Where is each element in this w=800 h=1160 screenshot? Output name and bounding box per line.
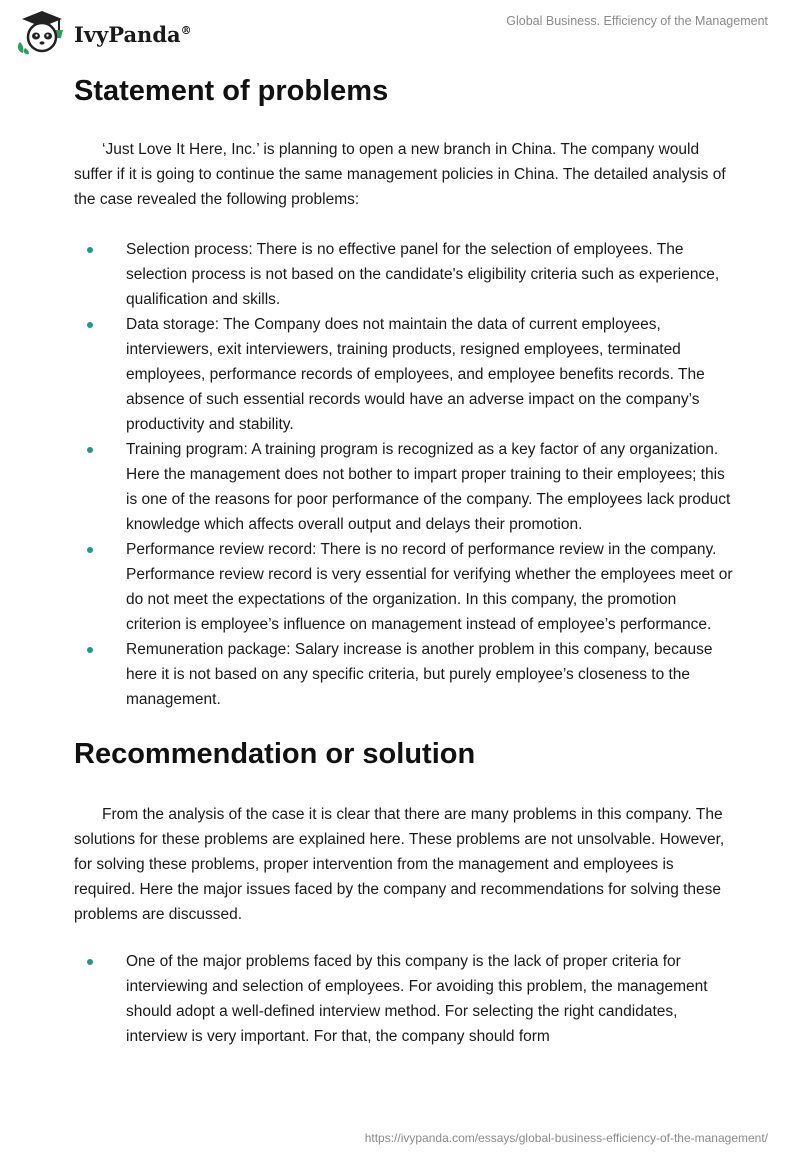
list-item: Remuneration package: Salary increase is another problem in this company, because here it is not based on any specific criteria, but purely employee’s closeness to the management. [74,637,734,712]
bullet-icon [87,959,93,965]
list-item: Data storage: The Company does not maintain the data of current employees, interviewers, exit interviewers, training products, resigned employees, terminated employees, performance records of employees, and employee benefits records. The absence of such essential records would have an adverse impact on the company’s productivity and stability. [74,312,734,437]
brand-name: IvyPanda® [74,21,192,47]
bullet-icon [87,647,93,653]
bullet-icon [87,447,93,453]
bullet-icon [87,247,93,253]
section-intro-paragraph: ‘Just Love It Here, Inc.’ is planning to open a new branch in China. The company would suffer if it is going to continue the same management policies in China. The detailed analysis of the case revealed the following problems: [74,141,726,208]
ivypanda-logo[interactable] [14,8,192,56]
bullet-icon [87,547,93,553]
page-header [0,0,800,60]
source-url-link[interactable]: https://ivypanda.com/essays/global-business-efficiency-of-the-management/ [364,1131,768,1145]
problems-list [74,237,734,712]
section-heading-recommendation: Recommendation or solution [74,738,476,770]
document-title: Global Business. Efficiency of the Management [506,14,768,28]
list-item: Training program: A training program is recognized as a key factor of any organization. Here the management does not bother to impart proper training to their employees; this is one of the reasons for poor performance of the company. The employees lack product knowledge which affects overall output and delays their promotion. [74,437,734,537]
essay-content [74,72,734,1049]
solutions-list [74,949,734,1049]
list-item: Selection process: There is no effective panel for the selection of employees. The selection process is not based on the candidate's eligibility criteria such as experience, qualification and skills. [74,237,734,312]
list-item: Performance review record: There is no record of performance review in the company. Performance review record is very essential for verifying whether the employees meet or do not meet the expectations of the organization. In this company, the promotion criterion is employee’s influence on management instead of employee’s performance. [74,537,734,637]
section-heading-problems: Statement of problems [74,75,389,107]
bullet-icon [87,322,93,328]
panda-logo-icon [14,8,70,56]
list-item: One of the major problems faced by this company is the lack of proper criteria for interviewing and selection of employees. For avoiding this problem, the management should adopt a well-defined interview method. For selecting the right candidates, interview is very important. For that, the company should form [74,949,734,1049]
section-intro-paragraph: From the analysis of the case it is clear that there are many problems in this company. The solutions for these problems are explained here. These problems are not unsolvable. However, for solving these problems, proper intervention from the management and employees is required. Here the major issues faced by the company and recommendations for solving these problems are discussed. [74,806,725,923]
